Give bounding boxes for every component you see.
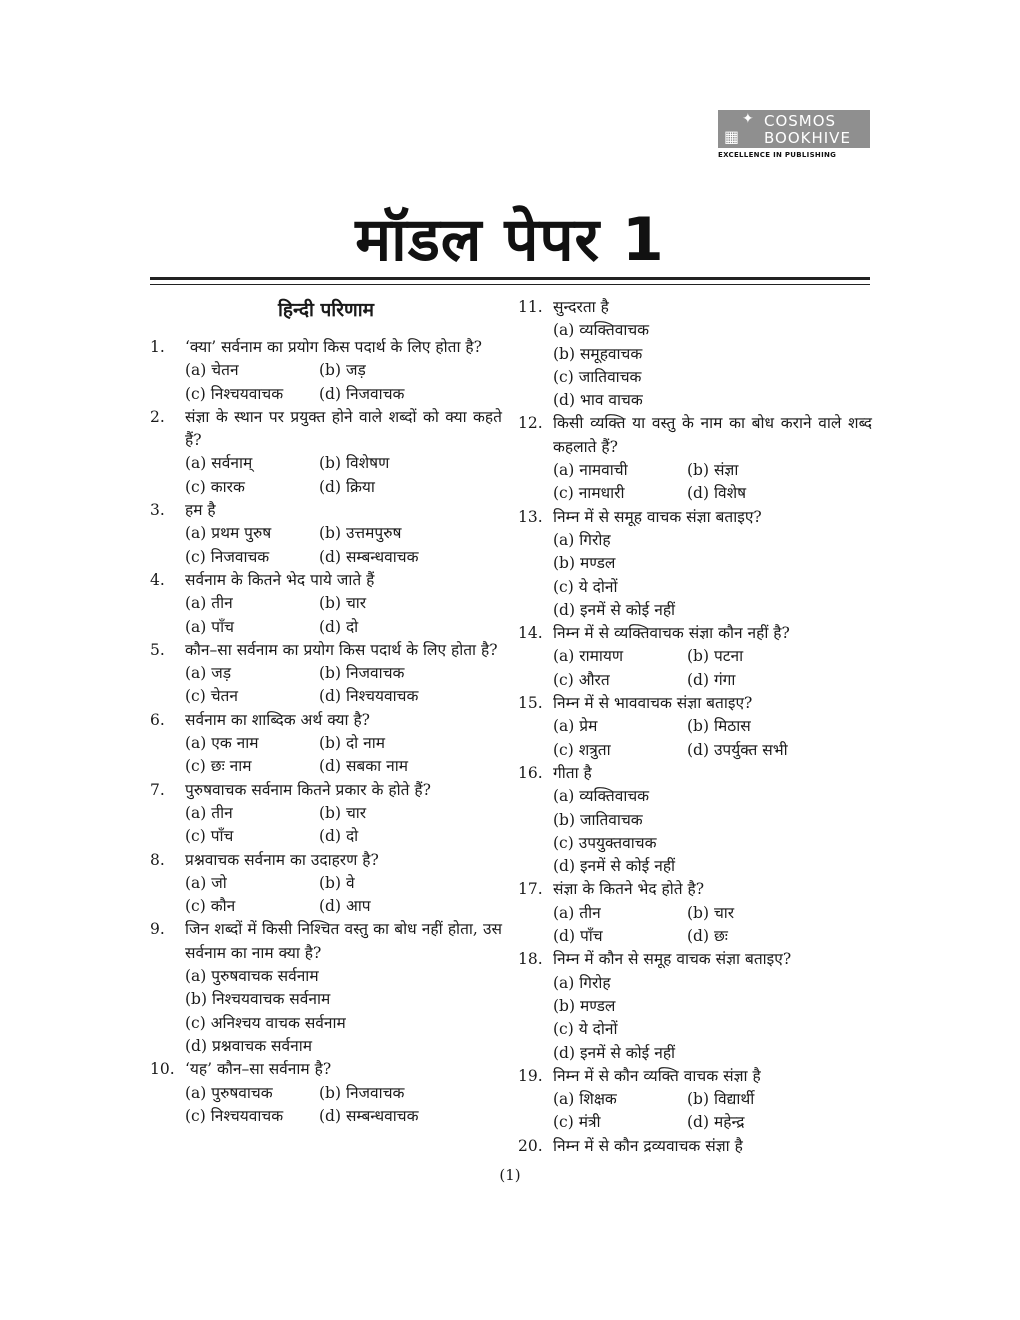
answer-option: (a) जो: [185, 873, 227, 892]
page-number: (1): [499, 1166, 521, 1184]
answer-option: (d) भाव वाचक: [553, 391, 643, 410]
answer-option: (b) चार: [319, 803, 367, 822]
publisher-logo: [718, 110, 870, 159]
question-20: [518, 1135, 872, 1158]
option-line: [518, 319, 872, 342]
answer-option: (b) निश्चयवाचक सर्वनाम: [185, 990, 331, 1009]
answer-option: (a) प्रेम: [553, 717, 598, 736]
option-line: [518, 809, 872, 832]
question-text: निम्न में से कौन व्यक्ति वाचक संज्ञा है: [553, 1066, 761, 1085]
answer-option: (b) निजवाचक: [319, 664, 405, 683]
option-line: [518, 366, 872, 389]
answer-option: (b) मिठास: [687, 717, 751, 736]
question-text: जिन शब्दों में किसी निश्चित वस्तु का बोध नहीं होता, उस सर्वनाम का नाम क्या है?: [185, 920, 502, 962]
option-line: [518, 902, 872, 925]
question-15: [518, 692, 872, 715]
answer-option: (c) निश्चयवाचक: [185, 384, 284, 403]
answer-option: (b) निजवाचक: [319, 1083, 405, 1102]
option-line: [518, 482, 872, 505]
option-line: [518, 1042, 872, 1065]
answer-option: (c) पाँच: [185, 827, 234, 846]
question-2: [150, 406, 502, 453]
answer-option: (c) अनिश्चय वाचक सर्वनाम: [185, 1013, 346, 1032]
question-number: 18.: [518, 950, 543, 969]
title-rule-thin: [150, 284, 870, 285]
question-number: 4.: [150, 570, 165, 589]
answer-option: (a) सर्वनाम्: [185, 454, 253, 473]
option-line: [150, 965, 502, 988]
answer-option: (d) निश्चयवाचक: [319, 687, 419, 706]
question-5: [150, 639, 502, 662]
option-line: [150, 522, 502, 545]
option-line: [518, 715, 872, 738]
option-line: [518, 599, 872, 622]
answer-option: (a) चेतन: [185, 361, 239, 380]
option-line: [518, 1018, 872, 1041]
question-number: 5.: [150, 640, 165, 659]
option-line: [150, 1012, 502, 1035]
option-line: [150, 802, 502, 825]
answer-option: (d) इनमें से कोई नहीं: [553, 600, 676, 619]
question-text: ‘क्या’ सर्वनाम का प्रयोग किस पदार्थ के लिए होता है?: [185, 338, 482, 356]
answer-option: (c) शत्रुता: [553, 740, 611, 759]
answer-option: (b) वे: [319, 873, 355, 892]
answer-option: (c) ये दोनों: [553, 577, 618, 596]
answer-option: (a) व्यक्तिवाचक: [553, 787, 650, 806]
option-line: [518, 855, 872, 878]
question-10: [150, 1058, 502, 1081]
question-number: 8.: [150, 850, 165, 869]
question-text: निम्न में कौन से समूह वाचक संज्ञा बताइए?: [553, 950, 792, 969]
option-line: [518, 552, 872, 575]
option-line: [150, 546, 502, 569]
question-text: सर्वनाम के कितने भेद पाये जाते हैं: [185, 570, 375, 589]
question-16: [518, 762, 872, 785]
answer-option: (b) जड़: [319, 361, 366, 380]
answer-option: (c) छः नाम: [185, 757, 252, 776]
answer-option: (a) तीन: [185, 594, 233, 613]
question-18: [518, 948, 872, 971]
answer-option: (a) व्यक्तिवाचक: [553, 321, 650, 340]
question-12: [518, 412, 872, 459]
option-line: [150, 1035, 502, 1058]
question-8: [150, 849, 502, 872]
option-line: [518, 343, 872, 366]
answer-option: (b) चार: [319, 594, 367, 613]
question-3: [150, 499, 502, 522]
question-1: [150, 336, 502, 359]
answer-option: (a) जड़: [185, 664, 232, 683]
answer-option: (d) क्रिया: [319, 477, 375, 496]
answer-option: (a) तीन: [185, 803, 233, 822]
question-number: 6.: [150, 710, 165, 729]
question-4: [150, 569, 502, 592]
option-line: [150, 452, 502, 475]
option-line: [150, 755, 502, 778]
option-line: [150, 825, 502, 848]
answer-option: (b) दो नाम: [319, 734, 386, 753]
option-line: [518, 972, 872, 995]
option-line: [150, 1082, 502, 1105]
answer-option: (a) गिरोह: [553, 973, 611, 992]
question-text: संज्ञा के कितने भेद होते है?: [553, 880, 705, 899]
question-text: कौन–सा सर्वनाम का प्रयोग किस पदार्थ के लिए होता है?: [185, 640, 498, 659]
answer-option: (d) सबका नाम: [319, 757, 409, 776]
question-7: [150, 779, 502, 802]
question-number: 1.: [150, 338, 165, 356]
answer-option: (b) विशेषण: [319, 454, 390, 473]
question-number: 3.: [150, 501, 165, 520]
answer-option: (b) पटना: [687, 647, 744, 666]
question-6: [150, 709, 502, 732]
answer-option: (c) जातिवाचक: [553, 367, 642, 386]
answer-option: (d) सम्बन्धवाचक: [319, 547, 419, 566]
option-line: [518, 576, 872, 599]
answer-option: (c) औरत: [553, 670, 610, 689]
question-number: 10.: [150, 1060, 175, 1079]
question-19: [518, 1065, 872, 1088]
question-text: निम्न में से भाववाचक संज्ञा बताइए?: [553, 694, 753, 713]
answer-option: (a) नामवाची: [553, 461, 628, 480]
answer-option: (c) कारक: [185, 477, 245, 496]
logo-box: [718, 110, 870, 148]
answer-option: (b) चार: [687, 903, 735, 922]
question-number: 11.: [518, 298, 543, 316]
question-17: [518, 878, 872, 901]
question-number: 7.: [150, 780, 165, 799]
question-number: 19.: [518, 1066, 543, 1085]
question-text: सुन्दरता है: [553, 298, 609, 316]
question-number: 14.: [518, 624, 543, 643]
question-9: [150, 918, 502, 965]
right-column: [518, 296, 872, 1158]
left-column: [150, 296, 502, 1128]
option-line: [150, 616, 502, 639]
answer-option: (b) उत्तमपुरुष: [319, 524, 402, 543]
option-line: [518, 995, 872, 1018]
option-line: [150, 732, 502, 755]
logo-tagline: EXCELLENCE IN PUBLISHING: [718, 151, 837, 159]
option-line: [150, 476, 502, 499]
answer-option: (c) निजवाचक: [185, 547, 270, 566]
answer-option: (a) प्रथम पुरुष: [185, 524, 272, 543]
answer-option: (c) कौन: [185, 897, 236, 916]
answer-option: (d) विशेष: [687, 484, 747, 503]
option-line: [150, 685, 502, 708]
option-line: [518, 529, 872, 552]
option-line: [150, 1105, 502, 1128]
answer-option: (a) पुरुषवाचक सर्वनाम: [185, 967, 319, 986]
answer-option: (a) तीन: [553, 903, 601, 922]
question-text: संज्ञा के स्थान पर प्रयुक्त होने वाले शब्दों को क्या कहते हैं?: [185, 407, 502, 450]
option-line: [518, 832, 872, 855]
answer-option: (a) शिक्षक: [553, 1090, 617, 1109]
question-number: 2.: [150, 407, 165, 426]
answer-option: (a) पुरुषवाचक: [185, 1083, 273, 1102]
question-text: हम है: [185, 501, 216, 520]
question-number: 16.: [518, 763, 543, 782]
answer-option: (d) दो: [319, 617, 359, 636]
option-line: [518, 669, 872, 692]
answer-option: (a) गिरोह: [553, 530, 611, 549]
answer-option: (b) विद्यार्थी: [687, 1090, 755, 1109]
title-rule-thick: [150, 277, 870, 280]
question-text: प्रश्नवाचक सर्वनाम का उदाहरण है?: [185, 850, 379, 869]
answer-option: (d) निजवाचक: [319, 384, 405, 403]
answer-option: (d) सम्बन्धवाचक: [319, 1106, 419, 1125]
answer-option: (d) प्रश्नवाचक सर्वनाम: [185, 1036, 313, 1055]
answer-option: (b) जातिवाचक: [553, 810, 643, 829]
answer-option: (d) गंगा: [687, 670, 736, 689]
question-text: निम्न में से कौन द्रव्यवाचक संज्ञा है: [553, 1136, 743, 1155]
option-line: [518, 739, 872, 762]
section-title: हिन्दी परिणाम: [277, 299, 374, 321]
answer-option: (d) इनमें से कोई नहीं: [553, 857, 676, 876]
option-line: [150, 662, 502, 685]
option-line: [150, 592, 502, 615]
option-line: [518, 1111, 872, 1134]
answer-option: (c) उपयुक्तवाचक: [553, 833, 657, 852]
answer-option: (c) नामधारी: [553, 484, 625, 503]
option-line: [518, 389, 872, 412]
book-icon: ▦: [724, 127, 741, 146]
bird-icon: ✦: [742, 111, 755, 127]
answer-option: (d) आप: [319, 897, 371, 916]
question-text: पुरुषवाचक सर्वनाम कितने प्रकार के होते हैं?: [185, 780, 431, 799]
answer-option: (b) संज्ञा: [687, 461, 739, 480]
question-number: 12.: [518, 414, 543, 433]
option-line: [518, 645, 872, 668]
answer-option: (b) समूहवाचक: [553, 344, 643, 363]
page-title: मॉडल पेपर 1: [355, 205, 665, 275]
answer-option: (b) मण्डल: [553, 554, 616, 573]
answer-option: (a) पाँच: [185, 617, 234, 636]
option-line: [518, 1088, 872, 1111]
question-text: निम्न में से व्यक्तिवाचक संज्ञा कौन नहीं है?: [553, 624, 790, 643]
logo-line2: BOOKHIVE: [764, 129, 851, 147]
option-line: [518, 459, 872, 482]
option-line: [518, 785, 872, 808]
answer-option: (d) इनमें से कोई नहीं: [553, 1043, 676, 1062]
answer-option: (d) उपर्युक्त सभी: [687, 740, 788, 759]
question-14: [518, 622, 872, 645]
option-line: [150, 895, 502, 918]
answer-option: (a) एक नाम: [185, 734, 259, 753]
question-text: गीता है: [553, 763, 592, 782]
answer-option: (c) ये दोनों: [553, 1020, 618, 1039]
answer-option: (d) पाँच: [553, 927, 603, 946]
question-number: 20.: [518, 1136, 543, 1155]
answer-option: (b) मण्डल: [553, 996, 616, 1015]
logo-line1: COSMOS: [764, 112, 837, 130]
question-13: [518, 506, 872, 529]
option-line: [150, 383, 502, 406]
question-number: 15.: [518, 694, 543, 713]
question-text: ‘यह’ कौन–सा सर्वनाम है?: [185, 1060, 332, 1079]
question-text: किसी व्यक्ति या वस्तु के नाम का बोध कराने वाले शब्द कहलाते हैं?: [553, 414, 872, 456]
question-text: निम्न में से समूह वाचक संज्ञा बताइए?: [553, 507, 762, 526]
answer-option: (a) रामायण: [553, 647, 624, 666]
option-line: [150, 988, 502, 1011]
question-number: 17.: [518, 880, 543, 899]
option-line: [150, 359, 502, 382]
answer-option: (c) मंत्री: [553, 1113, 601, 1132]
option-line: [150, 872, 502, 895]
answer-option: (d) महेन्द्र: [687, 1113, 745, 1132]
question-number: 13.: [518, 507, 543, 526]
answer-option: (d) दो: [319, 827, 359, 846]
answer-option: (c) चेतन: [185, 687, 238, 706]
question-11: [518, 296, 872, 319]
question-text: सर्वनाम का शाब्दिक अर्थ क्या है?: [185, 710, 370, 729]
option-line: [518, 925, 872, 948]
answer-option: (d) छः: [687, 927, 728, 946]
answer-option: (c) निश्चयवाचक: [185, 1106, 284, 1125]
question-number: 9.: [150, 920, 165, 939]
